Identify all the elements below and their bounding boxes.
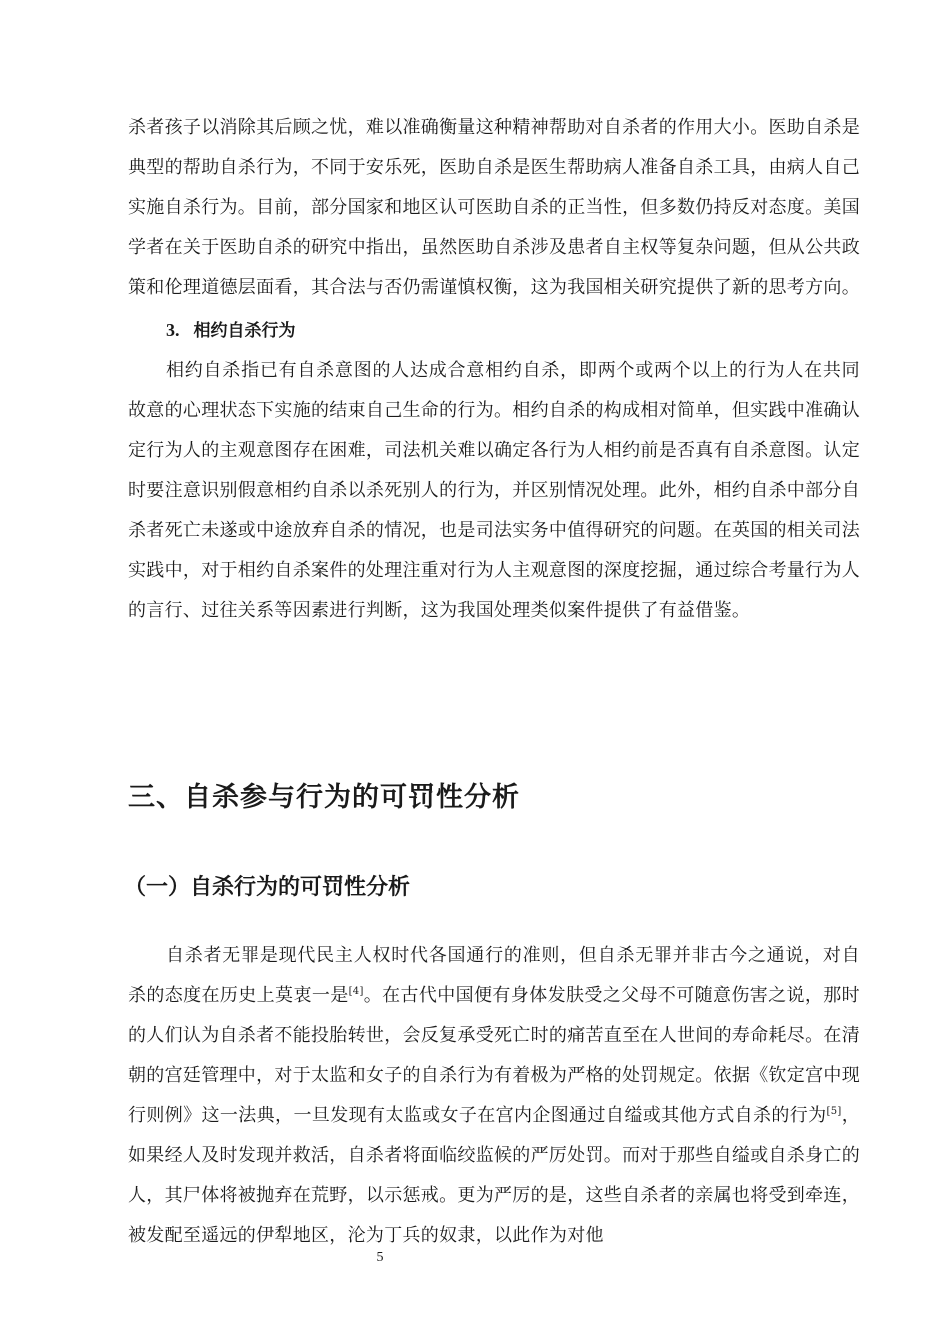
section-heading: （一）自杀行为的可罚性分析 xyxy=(124,875,411,900)
paragraph-assisted-suicide: 杀者孩子以消除其后顾之忧，难以准确衡量这种精神帮助对自杀者的作用大小。医助自杀是典型的帮助自杀行为，不同于安乐死，医助自杀是医生帮助病人准备自杀工具，由病人自己实施自杀行为。目前，部分国家和地区认可医助自杀的正当性，但多数仍持反对态度。美国学者在关于医助自杀的研究中指出，虽然医助自杀涉及患者自主权等复杂问题，但从公共政策和伦理道德层面看，其合法与否仍需谨慎权衡，这为我国相关研究提供了新的思考方向。 xyxy=(128,117,860,298)
subheading-suicide-pact xyxy=(128,310,860,351)
paragraph-suicide-pact: 相约自杀指已有自杀意图的人达成合意相约自杀，即两个或两个以上的行为人在共同故意的心理状态下实施的结束自己生命的行为。相约自杀的构成相对简单，但实践中准确认定行为人的主观意图存在困难，司法机关难以确定各行为人相约前是否真有自杀意图。认定时要注意识别假意相约自杀以杀死别人的行为，并区别情况处理。此外，相约自杀中部分自杀者死亡未遂或中途放弃自杀的情况，也是司法实务中值得研究的问题。在英国的相关司法实践中，对于相约自杀案件的处理注重对行为人主观意图的深度挖掘，通过综合考量行为人的言行、过往关系等因素进行判断，这为我国处理类似案件提供了有益借鉴。 xyxy=(128,360,860,621)
section-body xyxy=(128,936,860,1256)
subheading-number: 3. xyxy=(166,320,180,340)
citation-ref-4: [4] xyxy=(348,986,364,997)
paragraph-text-part2: 。在古代中国便有身体发肤受之父母不可随意伤害之说，那时的人们认为自杀者不能投胎转世，会反复承受死亡时的痛苦直至在人世间的寿命耗尽。在清朝的宫廷管理中，对于太监和女子的自杀行为有着极为严格的处罚规定。依据《钦定宫中现行则例》这一法典，一旦发现有太监或女子在宫内企图通过自缢或其他方式自杀的行为 xyxy=(128,985,860,1126)
chapter-heading: 三、自杀参与行为的可罚性分析 xyxy=(128,782,520,813)
paragraph-text-part3: ，如果经人及时发现并救活，自杀者将面临绞监候的严厉处罚。而对于那些自缢或自杀身亡的人，其尸体将被抛弃在荒野，以示惩戒。更为严厉的是，这些自杀者的亲属也将受到牵连，被发配至遥远的伊犁地区，沦为丁兵的奴隶，以此作为对他 xyxy=(128,1105,860,1246)
citation-ref-5: [5] xyxy=(826,1106,842,1117)
paragraph-text-part1: 自杀者无罪是现代民主人权时代各国通行的准则，但自杀无罪并非古今之通说，对自杀的态度在历史上莫衷一是 xyxy=(128,945,860,1006)
section-continuation xyxy=(128,108,860,631)
paragraph-suicide-punishability xyxy=(128,936,860,1256)
subheading-text: 相约自杀行为 xyxy=(193,321,296,341)
page-number: 5 xyxy=(376,1250,384,1265)
